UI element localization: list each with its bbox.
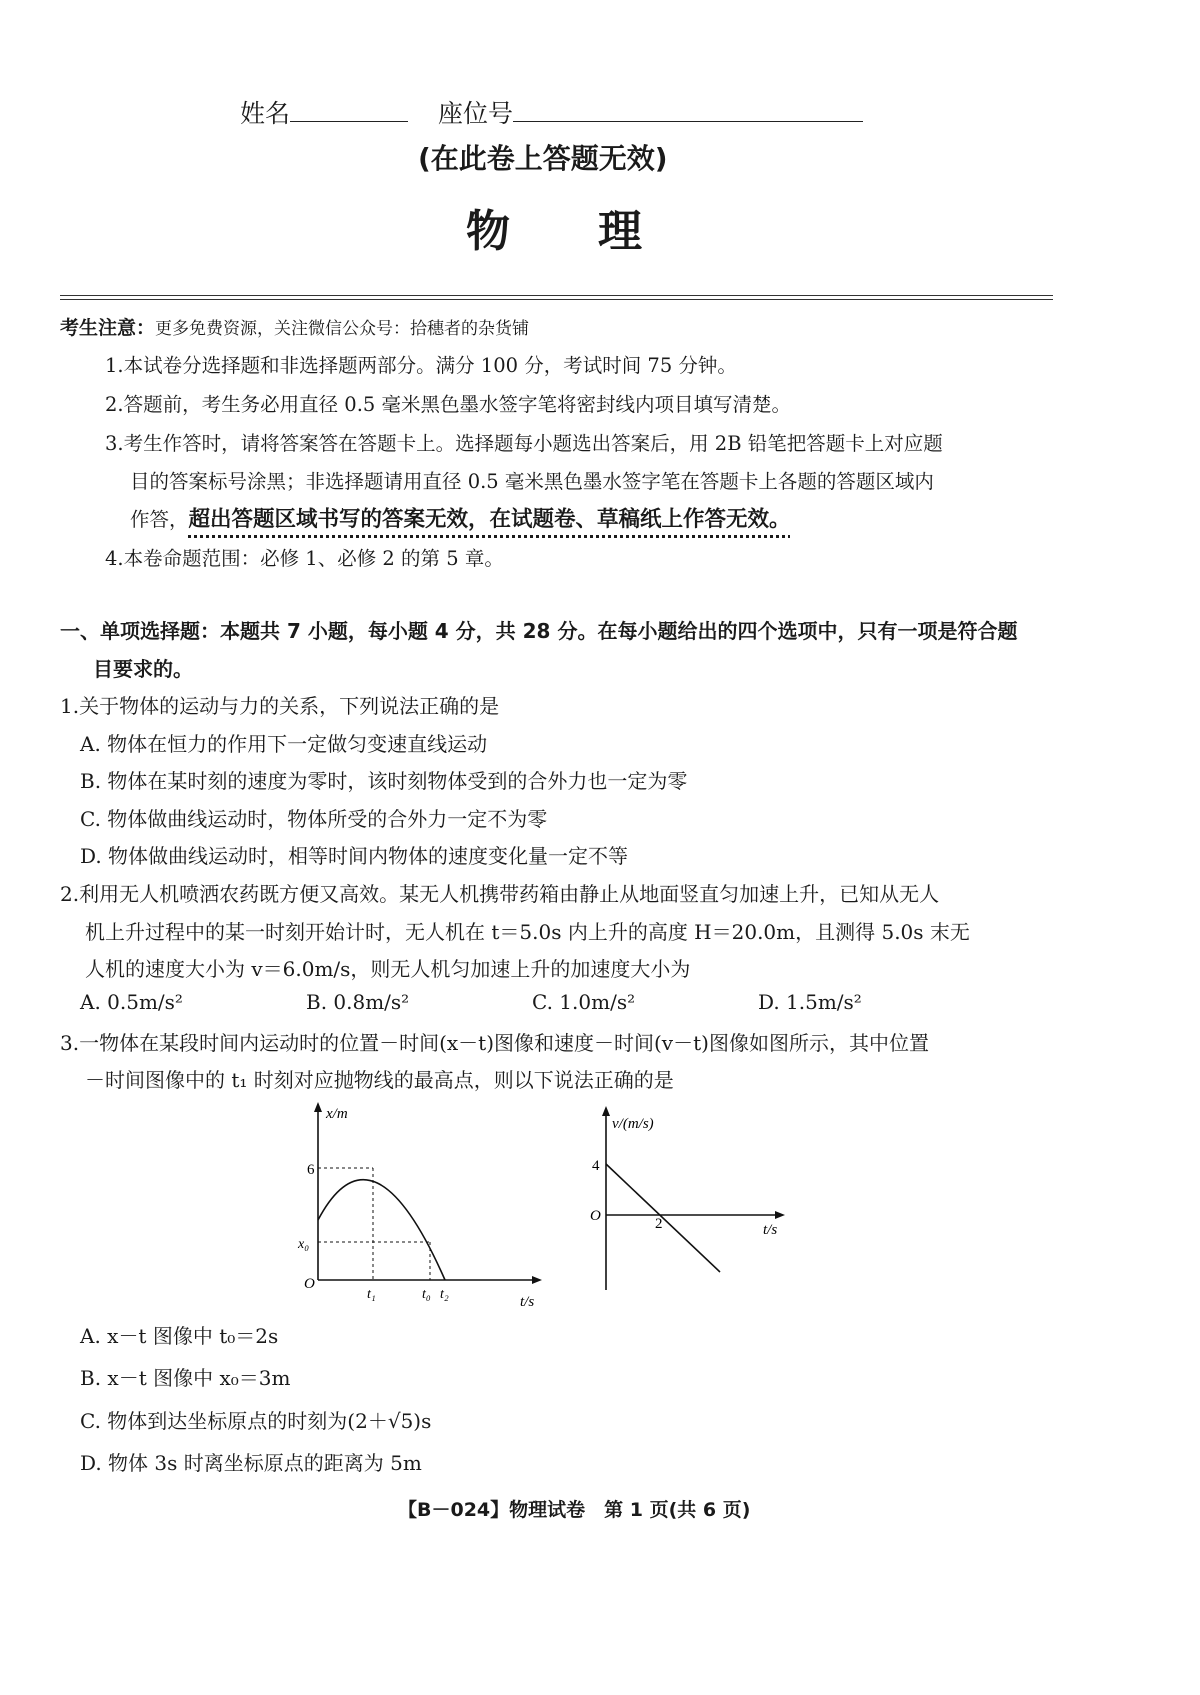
vt-graph bbox=[580, 1098, 800, 1298]
q3-line2: －时间图像中的 t₁ 时刻对应抛物线的最高点，则以下说法正确的是 bbox=[85, 1068, 674, 1092]
notice-item-3-prefix: 作答， bbox=[130, 508, 189, 531]
q1-option-d: D. 物体做曲线运动时，相等时间内物体的速度变化量一定不等 bbox=[80, 844, 629, 868]
vt-xlabel: t/s bbox=[763, 1222, 778, 1238]
notice-promo: 更多免费资源，关注微信公众号：拾穗者的杂货铺 bbox=[155, 319, 530, 339]
name-seat-row bbox=[240, 94, 863, 130]
xt-y-arrow bbox=[314, 1102, 322, 1112]
notice-emphasis: 超出答题区域书写的答案无效，在试题卷、草稿纸上作答无效。 bbox=[188, 507, 791, 532]
xt-graph bbox=[290, 1098, 560, 1310]
xt-origin: O bbox=[304, 1276, 315, 1292]
q1-option-c: C. 物体做曲线运动时，物体所受的合外力一定不为零 bbox=[80, 807, 548, 831]
vt-series-line bbox=[606, 1164, 720, 1272]
notice-item-2: 2.答题前，考生务必用直径 0.5 毫米黑色墨水签字笔将密封线内项目填写清楚。 bbox=[105, 393, 792, 416]
q3-option-b: B. x－t 图像中 x₀＝3m bbox=[80, 1366, 291, 1390]
xt-tick-x0: x₀ bbox=[298, 1237, 310, 1252]
q1-option-a: A. 物体在恒力的作用下一定做匀变速直线运动 bbox=[80, 732, 488, 756]
q3-option-d: D. 物体 3s 时离坐标原点的距离为 5m bbox=[80, 1451, 422, 1475]
vt-x-arrow bbox=[775, 1211, 785, 1219]
xt-tick-t2: t₂ bbox=[440, 1287, 449, 1302]
notice-item-3-line3 bbox=[130, 502, 791, 533]
xt-parabola bbox=[318, 1180, 445, 1280]
vt-ylabel: v/(m/s) bbox=[612, 1116, 654, 1132]
subject-title: 物 理 bbox=[466, 206, 642, 257]
notice-title-row bbox=[60, 313, 529, 340]
section1-heading-line2: 目要求的。 bbox=[93, 657, 193, 681]
xt-ylabel: x/m bbox=[326, 1106, 348, 1122]
q2-line3: 人机的速度大小为 v＝6.0m/s，则无人机匀加速上升的加速度大小为 bbox=[85, 957, 691, 981]
q1-stem: 1.关于物体的运动与力的关系，下列说法正确的是 bbox=[60, 694, 500, 718]
q2-option-a: A. 0.5m/s² bbox=[80, 990, 183, 1014]
q3-option-a: A. x－t 图像中 t₀＝2s bbox=[80, 1324, 279, 1348]
notice-item-4: 4.本卷命题范围：必修 1、必修 2 的第 5 章。 bbox=[105, 547, 504, 570]
q3-option-c: C. 物体到达坐标原点的时刻为(2＋√5)s bbox=[80, 1409, 432, 1433]
name-blank[interactable] bbox=[290, 97, 408, 122]
vt-tick-2: 2 bbox=[655, 1216, 663, 1232]
xt-x-arrow bbox=[532, 1276, 542, 1284]
page-footer: 【B－024】物理试卷 第 1 页(共 6 页) bbox=[398, 1499, 751, 1521]
name-label: 姓名 bbox=[240, 99, 291, 128]
xt-tick-t0: t₀ bbox=[422, 1287, 431, 1302]
notice-title: 考生注意： bbox=[60, 317, 156, 339]
q1-option-b: B. 物体在某时刻的速度为零时，该时刻物体受到的合外力也一定为零 bbox=[80, 769, 688, 793]
q2-line2: 机上升过程中的某一时刻开始计时，无人机在 t＝5.0s 内上升的高度 H＝20.0m，且测得 5.0s 末无 bbox=[85, 920, 970, 944]
vt-origin: O bbox=[590, 1208, 601, 1224]
q2-line1: 2.利用无人机喷洒农药既方便又高效。某无人机携带药箱由静止从地面竖直匀加速上升，已知从无人 bbox=[60, 882, 940, 906]
header-rule bbox=[60, 295, 1053, 300]
notice-item-3-line2: 目的答案标号涂黑；非选择题请用直径 0.5 毫米黑色墨水签字笔在答题卡上各题的答题区域内 bbox=[130, 470, 934, 493]
xt-xlabel: t/s bbox=[520, 1294, 535, 1310]
seat-label: 座位号 bbox=[437, 99, 513, 128]
q2-option-b: B. 0.8m/s² bbox=[306, 990, 410, 1014]
xt-tick-6: 6 bbox=[307, 1162, 315, 1178]
xt-tick-t1: t₁ bbox=[367, 1287, 376, 1302]
section1-heading: 一、单项选择题：本题共 7 小题，每小题 4 分，共 28 分。在每小题给出的四个选项中，只有一项是符合题 bbox=[60, 619, 1018, 643]
q2-option-c: C. 1.0m/s² bbox=[532, 990, 636, 1014]
q3-line1: 3.一物体在某段时间内运动时的位置－时间(x－t)图像和速度－时间(v－t)图像如图所示，其中位置 bbox=[60, 1031, 929, 1055]
q2-option-d: D. 1.5m/s² bbox=[758, 990, 862, 1014]
invalid-note: (在此卷上答题无效) bbox=[418, 142, 668, 175]
notice-item-3: 3.考生作答时，请将答案答在答题卡上。选择题每小题选出答案后，用 2B 铅笔把答题卡上对应题 bbox=[105, 432, 943, 455]
vt-tick-4: 4 bbox=[592, 1158, 600, 1174]
seat-blank[interactable] bbox=[513, 97, 863, 122]
vt-y-arrow bbox=[602, 1106, 610, 1116]
notice-item-1: 1.本试卷分选择题和非选择题两部分。满分 100 分，考试时间 75 分钟。 bbox=[105, 354, 737, 377]
